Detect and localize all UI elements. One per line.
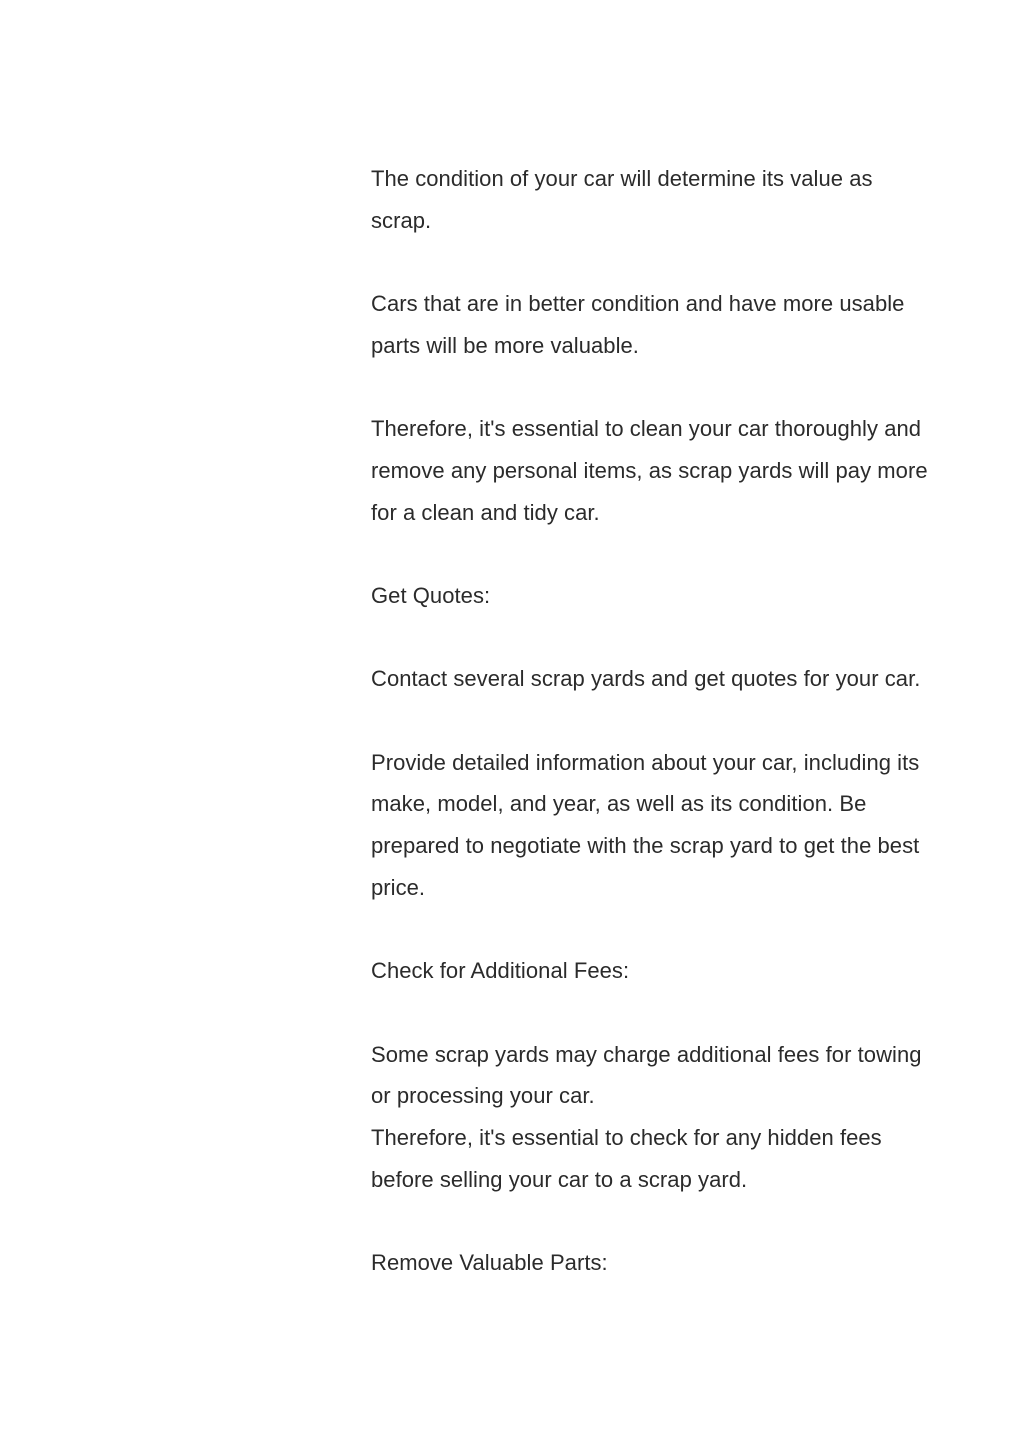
- paragraph-condition: The condition of your car will determine its value as scrap.: [371, 166, 873, 233]
- paragraph-contact-yards: Contact several scrap yards and get quotes for your car.: [371, 666, 921, 692]
- paragraph-better-condition: Cars that are in better condition and have more usable parts will be more valuable.: [371, 291, 905, 358]
- document-body: [371, 158, 931, 1326]
- paragraph-towing-fees: Some scrap yards may charge additional fees for towing or processing your car.: [371, 1041, 922, 1109]
- paragraph-provide-info: Provide detailed information about your car, including its make, model, and year, as well as its condition. Be prepared to negotiate with the scrap yard to get the best price.: [371, 749, 920, 900]
- heading-get-quotes: Get Quotes:: [371, 582, 491, 608]
- heading-remove-parts: Remove Valuable Parts:: [371, 1250, 608, 1276]
- paragraph-clean-car: Therefore, it's essential to clean your car thoroughly and remove any personal items, as scrap yards will pay more for a clean and tidy car.: [371, 416, 928, 525]
- heading-additional-fees: Check for Additional Fees:: [371, 958, 630, 984]
- paragraph-hidden-fees: Therefore, it's essential to check for any hidden fees before selling your car to a scrap yard.: [371, 1125, 882, 1192]
